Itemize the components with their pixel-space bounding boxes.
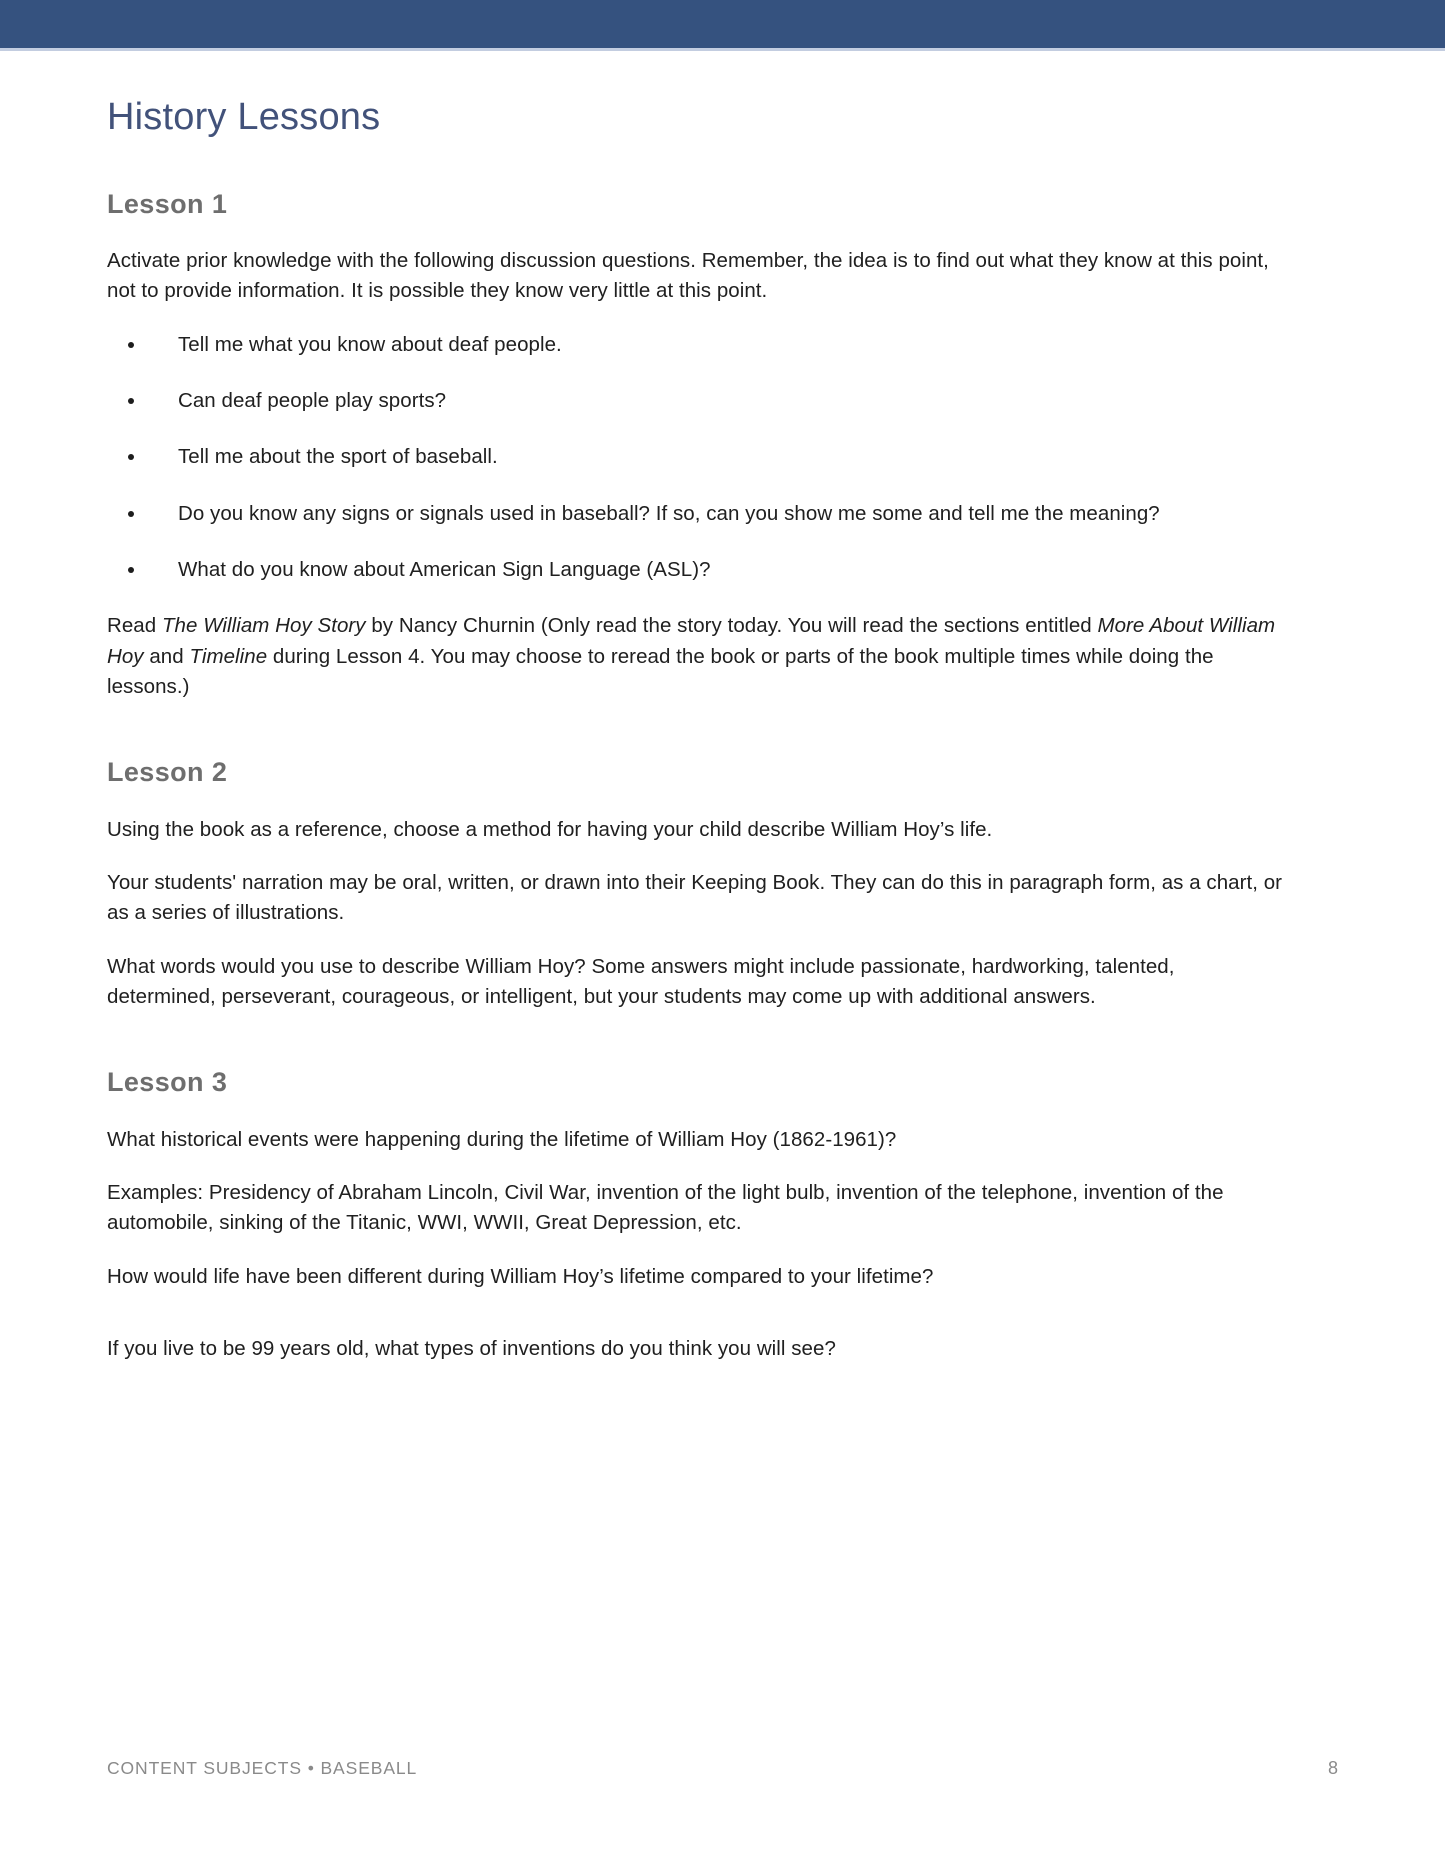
list-item-label: Tell me what you know about deaf people. bbox=[178, 332, 562, 356]
list-item bbox=[107, 442, 1285, 472]
section-lesson-2 bbox=[107, 756, 1285, 1012]
section-lesson-3 bbox=[107, 1066, 1285, 1364]
lesson-2-paragraph-3: What words would you use to describe William Hoy? Some answers might include passionate, hardworking, talented, determined, perseverant, courageous, or intelligent, but your students may come up with additional answers. bbox=[107, 954, 1175, 1009]
bullet-dot-icon bbox=[128, 398, 134, 404]
list-item-label: Do you know any signs or signals used in baseball? If so, can you show me some and tell me the meaning? bbox=[178, 501, 1160, 525]
lesson-3-paragraph-3: How would life have been different during William Hoy’s lifetime compared to your lifetime? bbox=[107, 1264, 934, 1288]
list-item-label: Tell me about the sport of baseball. bbox=[178, 445, 498, 469]
lesson-2-heading: Lesson 2 bbox=[107, 757, 228, 788]
list-item-label: What do you know about American Sign Language (ASL)? bbox=[178, 558, 711, 582]
reading-text-part-4: during Lesson 4. You may choose to reread the book or parts of the book multiple times while doing the lessons.) bbox=[107, 644, 1214, 699]
list-item bbox=[107, 386, 1285, 416]
section-title-more-about-william-hoy: More About William Hoy bbox=[107, 614, 1276, 668]
footer-page-number: 8 bbox=[1327, 1758, 1338, 1778]
bullet-dot-icon bbox=[128, 567, 134, 573]
bullet-dot-icon bbox=[128, 342, 134, 348]
list-item-label: Can deaf people play sports? bbox=[178, 389, 447, 413]
lesson-1-question-list bbox=[107, 330, 1285, 586]
list-item bbox=[107, 499, 1285, 529]
lesson-3-paragraph-4: If you live to be 99 years old, what types of inventions do you think you will see? bbox=[107, 1337, 836, 1361]
footer-breadcrumb: CONTENT SUBJECTS • BASEBALL bbox=[107, 1758, 418, 1778]
section-title-timeline: Timeline bbox=[189, 644, 268, 668]
lesson-1-intro-paragraph: Activate prior knowledge with the following discussion questions. Remember, the idea is to find out what they know at this point, not to provide information. It is possible they know very little at this point. bbox=[107, 249, 1269, 303]
page-title: History Lessons bbox=[107, 96, 381, 138]
section-lesson-1 bbox=[107, 188, 1285, 703]
page-header-band bbox=[0, 0, 1445, 48]
list-item bbox=[107, 555, 1285, 585]
reading-text-part-3: and bbox=[143, 644, 190, 668]
lesson-3-paragraph-1: What historical events were happening during the lifetime of William Hoy (1862-1961)? bbox=[107, 1127, 897, 1151]
bullet-dot-icon bbox=[128, 511, 134, 517]
reading-text-part-2: by Nancy Churnin (Only read the story today. You will read the sections entitled bbox=[365, 614, 1098, 638]
lesson-2-paragraph-2: Your students' narration may be oral, written, or drawn into their Keeping Book. They can do this in paragraph form, as a chart, or as a series of illustrations. bbox=[107, 871, 1283, 925]
book-title-the-william-hoy-story: The William Hoy Story bbox=[161, 614, 366, 638]
lesson-3-paragraph-2: Examples: Presidency of Abraham Lincoln, Civil War, invention of the light bulb, invention of the telephone, invention of the automobile, sinking of the Titanic, WWI, WWII, Great Depression, etc. bbox=[107, 1181, 1224, 1235]
list-item bbox=[107, 330, 1285, 360]
bullet-dot-icon bbox=[128, 454, 134, 460]
lesson-1-heading: Lesson 1 bbox=[107, 188, 228, 219]
document-content bbox=[107, 96, 1285, 1387]
lesson-3-heading: Lesson 3 bbox=[107, 1067, 228, 1098]
page-header-rule bbox=[0, 48, 1445, 51]
reading-text-part-1: Read bbox=[107, 614, 162, 638]
page-footer bbox=[107, 1758, 1338, 1784]
lesson-1-reading-paragraph bbox=[107, 611, 1285, 702]
lesson-2-paragraph-1: Using the book as a reference, choose a method for having your child describe William Hoy’s life. bbox=[107, 817, 993, 841]
